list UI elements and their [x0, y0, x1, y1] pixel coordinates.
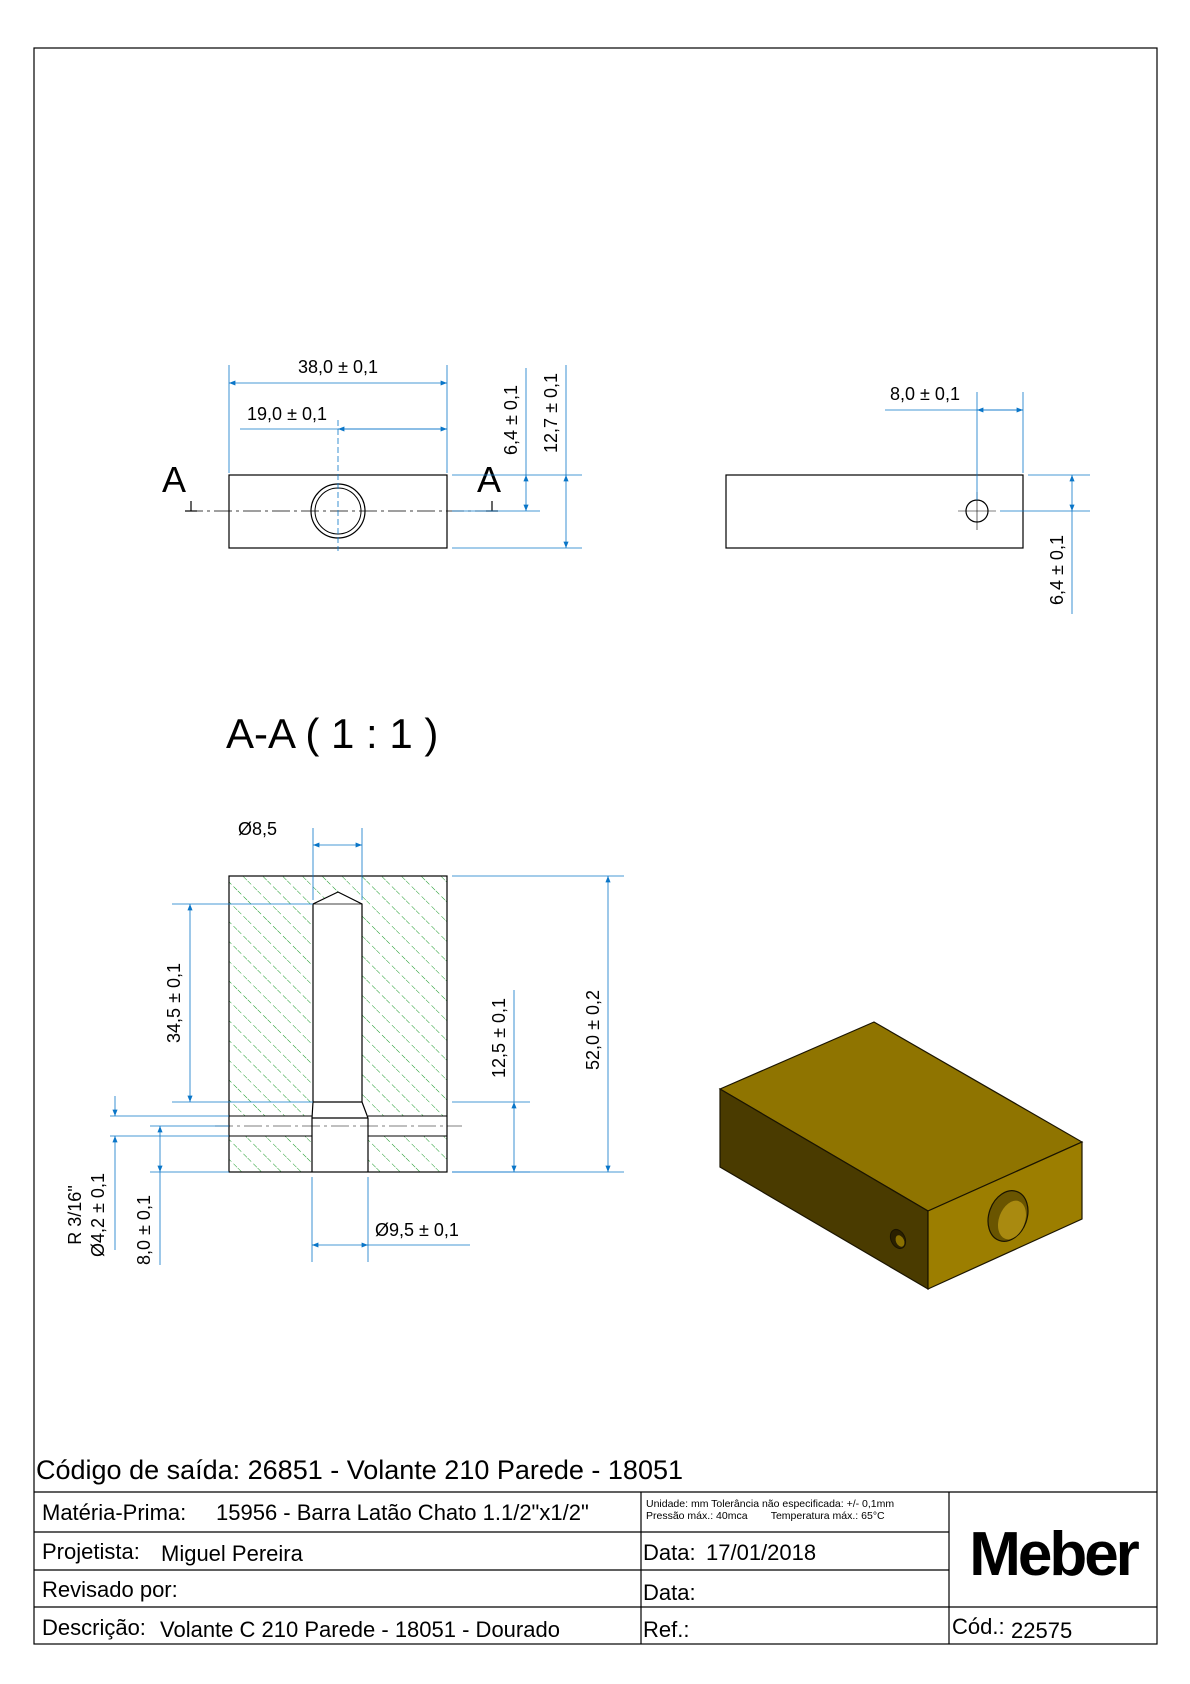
designer-label: Projetista:	[42, 1539, 140, 1564]
notes-line-1: Unidade: mm Tolerância não especificada: +/- 0,1mm	[646, 1498, 895, 1510]
output-code: Código de saída: 26851 - Volante 210 Parede - 18051	[36, 1455, 683, 1485]
dim-cross-diameter: Ø4,2 ± 0,1	[88, 1173, 108, 1257]
material-label: Matéria-Prima:	[42, 1500, 187, 1525]
code-label: Cód.:	[952, 1614, 1005, 1639]
isometric-view	[720, 1022, 1082, 1289]
code-value: 22575	[1011, 1618, 1073, 1643]
section-view	[65, 819, 624, 1265]
sheet-border	[34, 48, 1157, 1644]
dim-thread: R 3/16"	[65, 1185, 85, 1245]
dim-front-hole-height: 6,4 ± 0,1	[501, 385, 521, 455]
dim-half-width: 19,0 ± 0,1	[247, 404, 327, 424]
section-letter-left: A	[161, 459, 187, 500]
company-logo: Meber	[969, 1520, 1137, 1589]
material-value: 15956 - Barra Latão Chato 1.1/2"x1/2"	[216, 1500, 589, 1525]
section-letter-right: A	[476, 459, 502, 500]
dim-front-height: 12,7 ± 0,1	[541, 373, 561, 453]
date2-label: Data:	[643, 1580, 696, 1605]
reviewed-label: Revisado por:	[42, 1577, 178, 1602]
description-label: Descrição:	[42, 1615, 146, 1640]
dim-side-hole-offset: 8,0 ± 0,1	[890, 384, 960, 404]
section-title: A-A ( 1 : 1 )	[226, 710, 439, 757]
date-label: Data:	[643, 1540, 696, 1565]
dim-counterbore: Ø9,5 ± 0,1	[375, 1220, 459, 1240]
side-view-body	[726, 475, 1023, 548]
dim-cross-offset: 8,0 ± 0,1	[134, 1195, 154, 1265]
description-value: Volante C 210 Parede - 18051 - Dourado	[160, 1617, 560, 1642]
side-view	[726, 384, 1090, 614]
dim-side-hole-height: 6,4 ± 0,1	[1047, 535, 1067, 605]
dim-bore-diameter: Ø8,5	[238, 819, 278, 839]
dim-cross-height: 12,5 ± 0,1	[489, 998, 509, 1078]
front-view	[162, 357, 582, 551]
notes-line-2: Pressão máx.: 40mca Temperatura máx.: 65°C	[646, 1510, 885, 1522]
designer-value: Miguel Pereira	[161, 1541, 303, 1566]
ref-label: Ref.:	[643, 1617, 690, 1642]
date-value: 17/01/2018	[706, 1540, 817, 1565]
dim-total-length: 52,0 ± 0,2	[583, 990, 603, 1070]
dim-width: 38,0 ± 0,1	[298, 357, 378, 377]
dim-bore-depth: 34,5 ± 0,1	[164, 963, 184, 1043]
